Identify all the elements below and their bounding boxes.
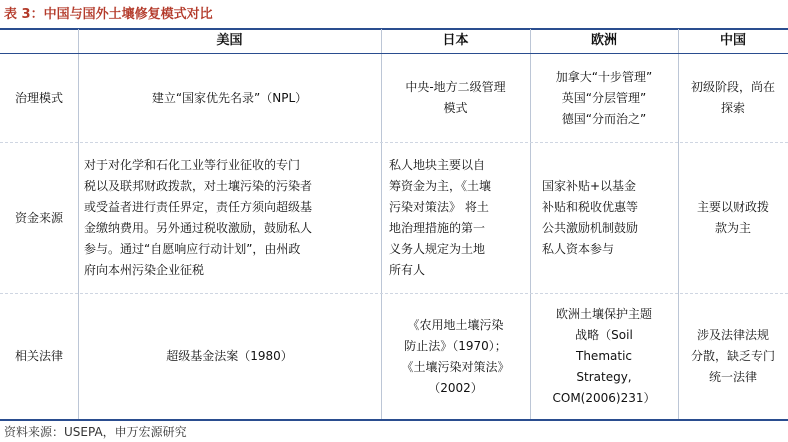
row-label-funding: 资金来源: [14, 210, 63, 225]
header-china: 中国: [719, 33, 746, 48]
cell-japan-funding: 私人地块主要以自 筹资金为主，《土壤 污染对策法》 将土 地治理措施的第一 义务人规定为土地 所有人: [389, 158, 492, 277]
table-title: 表 3：中国与国外土壤修复模式对比: [4, 7, 213, 22]
cell-usa-funding: 对于对化学和石化工业等行业征收的专门 税以及联邦财政拨款，对土壤污染的污染者 或受益者进行责任界定，责任方须向超级基 金缴纳费用。另外通过税收激励，鼓励私人 参与。通过“自愿响应行动计划”，由州政 府向本州污染企业征税: [84, 158, 313, 277]
bottom-rule: [0, 419, 788, 421]
cell-europe-governance: 加拿大“十步管理” 英国“分层管理” 德国“分而治之”: [555, 69, 653, 126]
header-europe: 欧洲: [590, 33, 617, 48]
cell-china-laws: 涉及法律法规 分散，缺乏专门 统一法律: [690, 328, 775, 384]
cell-japan-governance: 中央-地方二级管理 模式: [405, 80, 506, 115]
cell-europe-funding: 国家补贴+以基金 补贴和税收优惠等 公共激励机制鼓励 私人资本参与: [542, 179, 639, 256]
header-japan: 日本: [442, 33, 469, 48]
cell-china-funding: 主要以财政拨 款为主: [696, 200, 769, 235]
source-note: 资料来源：USEPA，申万宏源研究: [4, 425, 187, 439]
row-label-governance: 治理模式: [14, 90, 63, 105]
cell-europe-laws: 欧洲土壤保护主题 战略（Soil Thematic Strategy, COM(2006)231）: [552, 307, 656, 405]
cell-usa-laws: 超级基金法案（1980）: [166, 349, 293, 363]
row-label-laws: 相关法律: [14, 349, 63, 363]
header-usa: 美国: [216, 33, 243, 48]
cell-china-governance: 初级阶段，尚在 探索: [690, 80, 775, 115]
cell-japan-laws: 《农用地土壤污染 防止法》（1970）； 《土壤污染对策法》 （2002）: [401, 317, 510, 395]
cell-usa-governance: 建立“国家优先名录”（NPL）: [151, 90, 308, 105]
